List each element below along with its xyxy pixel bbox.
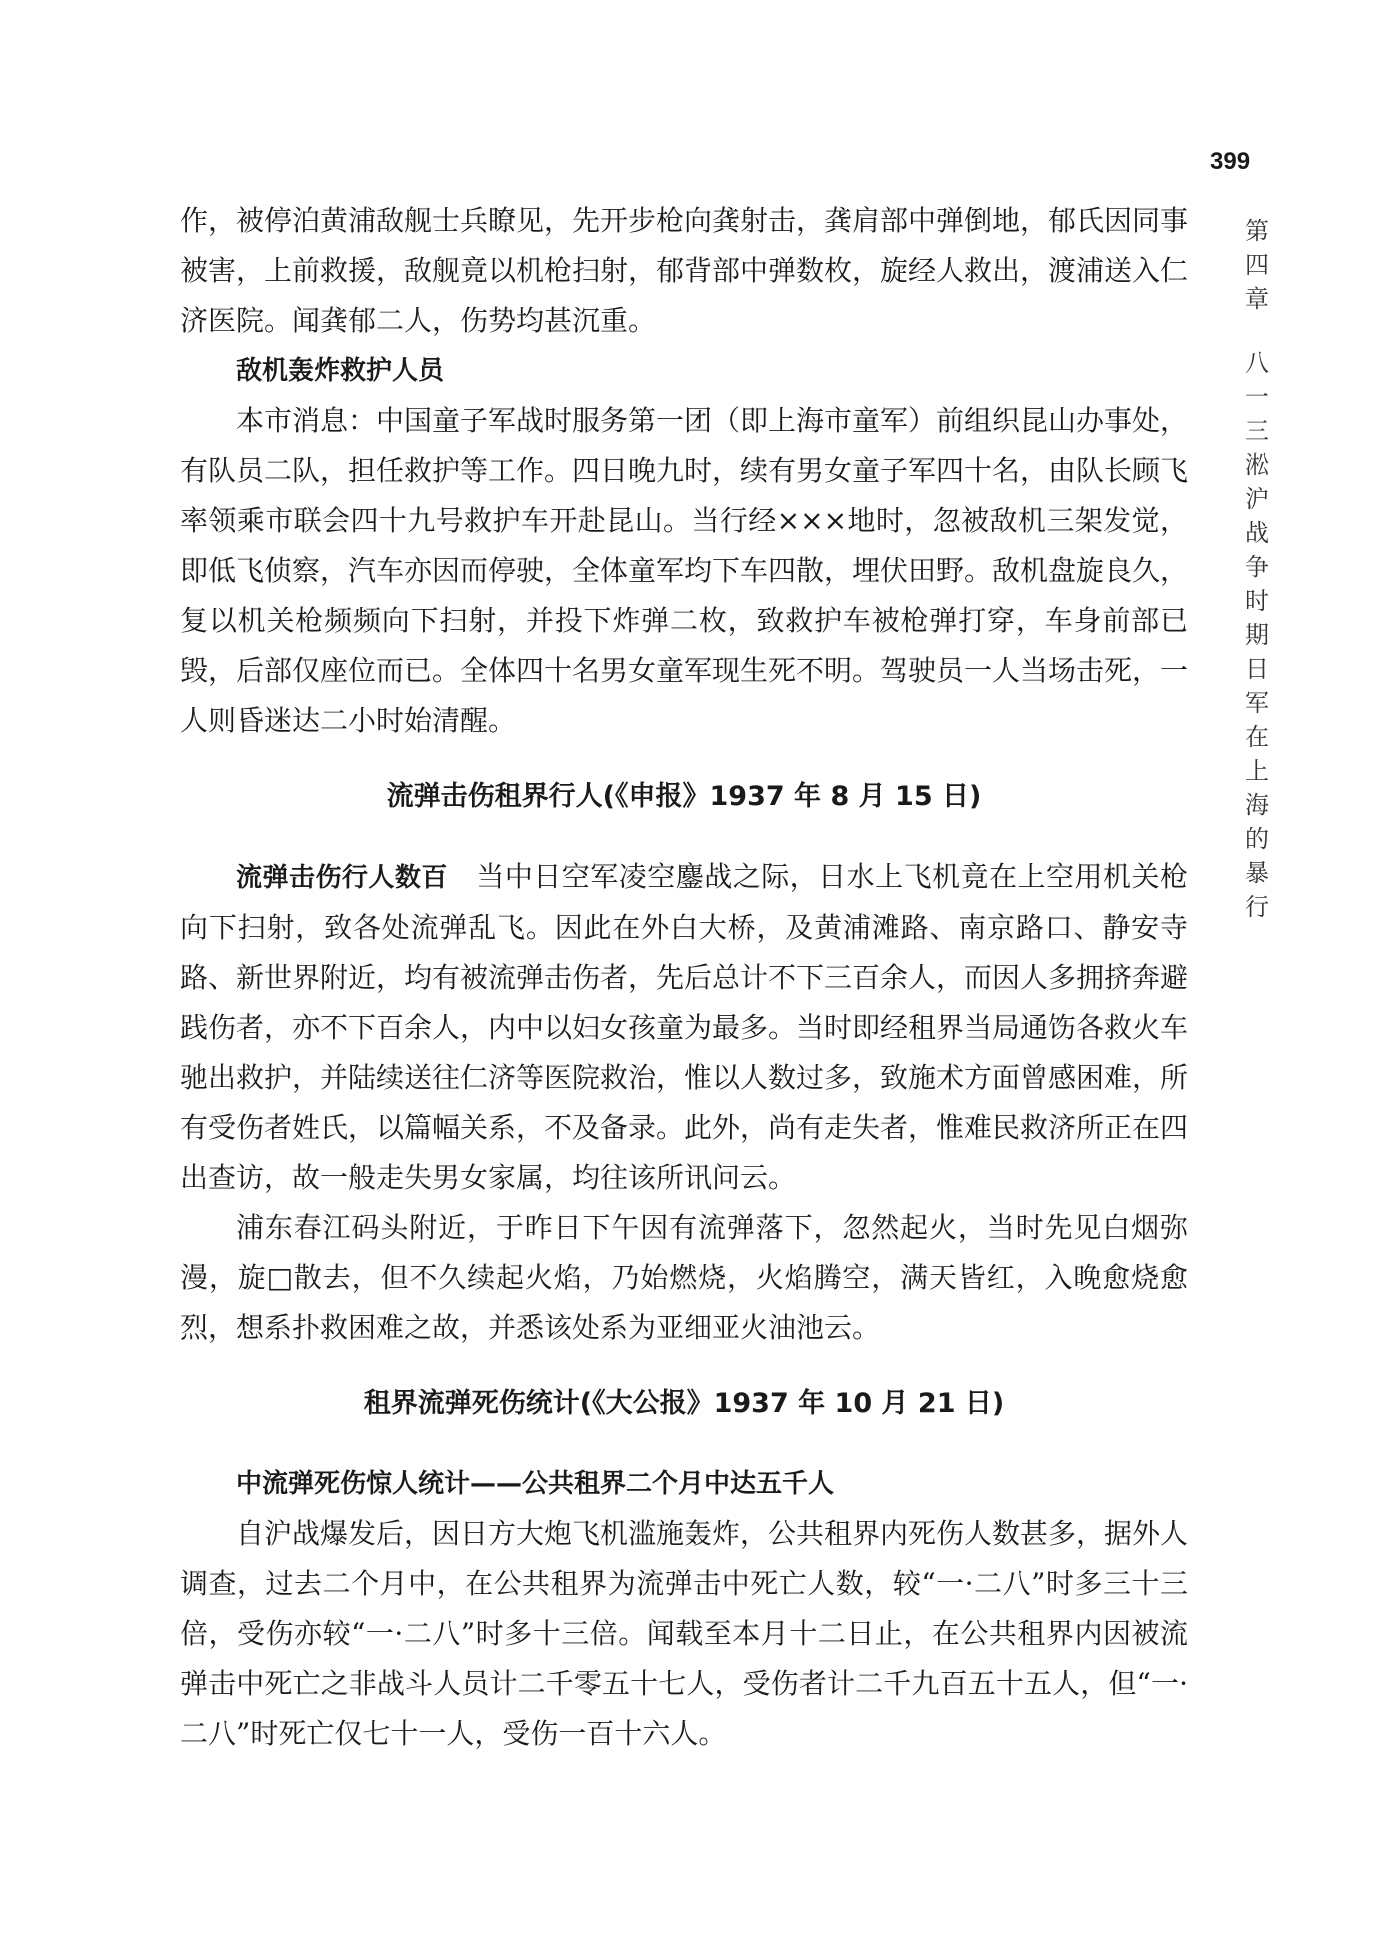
section-title-shenbao: 流弹击伤租界行人(《申报》1937 年 8 月 15 日) [386,781,982,812]
paragraph-hundreds-wounded [180,852,1188,1203]
paragraph-scouts: 本市消息：中国童子军战时服务第一团（即上海市童军）前组织昆山办事处，有队员二队，担任救护等工作。四日晚九时，续有男女童子军四十名，由队长顾飞率领乘市联会四十九号救护车开赴昆山。当行经×××地时，忽被敌机三架发觉，即低飞侦察，汽车亦因而停驶，全体童军均下车四散，埋伏田野。敌机盘旋良久，复以机关枪频频向下扫射，并投下炸弹二枚，致救护车被枪弹打穿，车身前部已毁，后部仅座位而已。全体四十名男女童军现生死不明。驾驶员一人当场击死，一人则昏迷达二小时始清醒。 [180,404,1189,737]
spacer [180,746,1188,772]
subheading-air-raid-rescuers: 敌机轰炸救护人员 [236,356,445,386]
spacer [180,822,1188,852]
spacer [180,1429,1188,1459]
section-title-dagongbao: 租界流弹死伤统计(《大公报》1937 年 10 月 21 日) [363,1388,1005,1419]
paragraph-hundreds-wounded-text: 当中日空军凌空鏖战之际，日水上飞机竟在上空用机关枪向下扫射，致各处流弹乱飞。因此在外白大桥，及黄浦滩路、南京路口、静安寺路、新世界附近，均有被流弹击伤者，先后总计不下三百余人，而因人多拥挤奔避践伤者，亦不下百余人，内中以妇女孩童为最多。当时即经租界当局通饬各救火车驰出救护，并陆续送往仁济等医院救治，惟以人数过多，致施术方面曾感困难，所有受伤者姓氏，以篇幅关系，不及备录。此外，尚有走失者，惟难民救济所正在四出查访，故一般走失男女家属，均往该所讯问云。 [180,860,1189,1194]
running-head-gap [1240,316,1274,346]
article-body [180,196,1188,1759]
subheading-casualty-statistics: 中流弹死伤惊人统计——公共租界二个月中达五千人 [236,1469,835,1499]
paragraph-pudong-fire: 浦东春江码头附近，于昨日下午因有流弹落下，忽然起火，当时先见白烟弥漫，旋□散去，但不久续起火焰，乃始燃烧，火焰腾空，满天皆红，入晚愈烧愈烈，想系扑救困难之故，并悉该处系为亚细亚火油池云。 [180,1211,1188,1344]
paragraph-statistics: 自沪战爆发后，因日方大炮飞机滥施轰炸，公共租界内死伤人数甚多，据外人调查，过去二个月中，在公共租界为流弹击中死亡人数，较“一·二八”时多三十三倍，受伤亦较“一·二八”时多十三倍。闻载至本月十二日止，在公共租界内因被流弹击中死亡之非战斗人员计二千零五十七人，受伤者计二千九百五十五人，但“一·二八”时死亡仅七十一人，受伤一百十六人。 [180,1517,1189,1750]
running-head-chapter: 第四章 [1245,217,1269,313]
running-head-title: 八一三淞沪战争时期日军在上海的暴行 [1245,349,1269,921]
page-number: 399 [1210,148,1251,175]
inline-heading-hundreds-wounded: 流弹击伤行人数百 [236,863,448,893]
spacer [180,1353,1188,1379]
running-head [1240,214,1274,924]
paragraph-continued: 作，被停泊黄浦敌舰士兵瞭见，先开步枪向龚射击，龚肩部中弹倒地，郁氏因同事被害，上前救援，敌舰竟以机枪扫射，郁背部中弹数枚，旋经人救出，渡浦送入仁济医院。闻龚郁二人，伤势均甚沉重。 [180,204,1189,337]
